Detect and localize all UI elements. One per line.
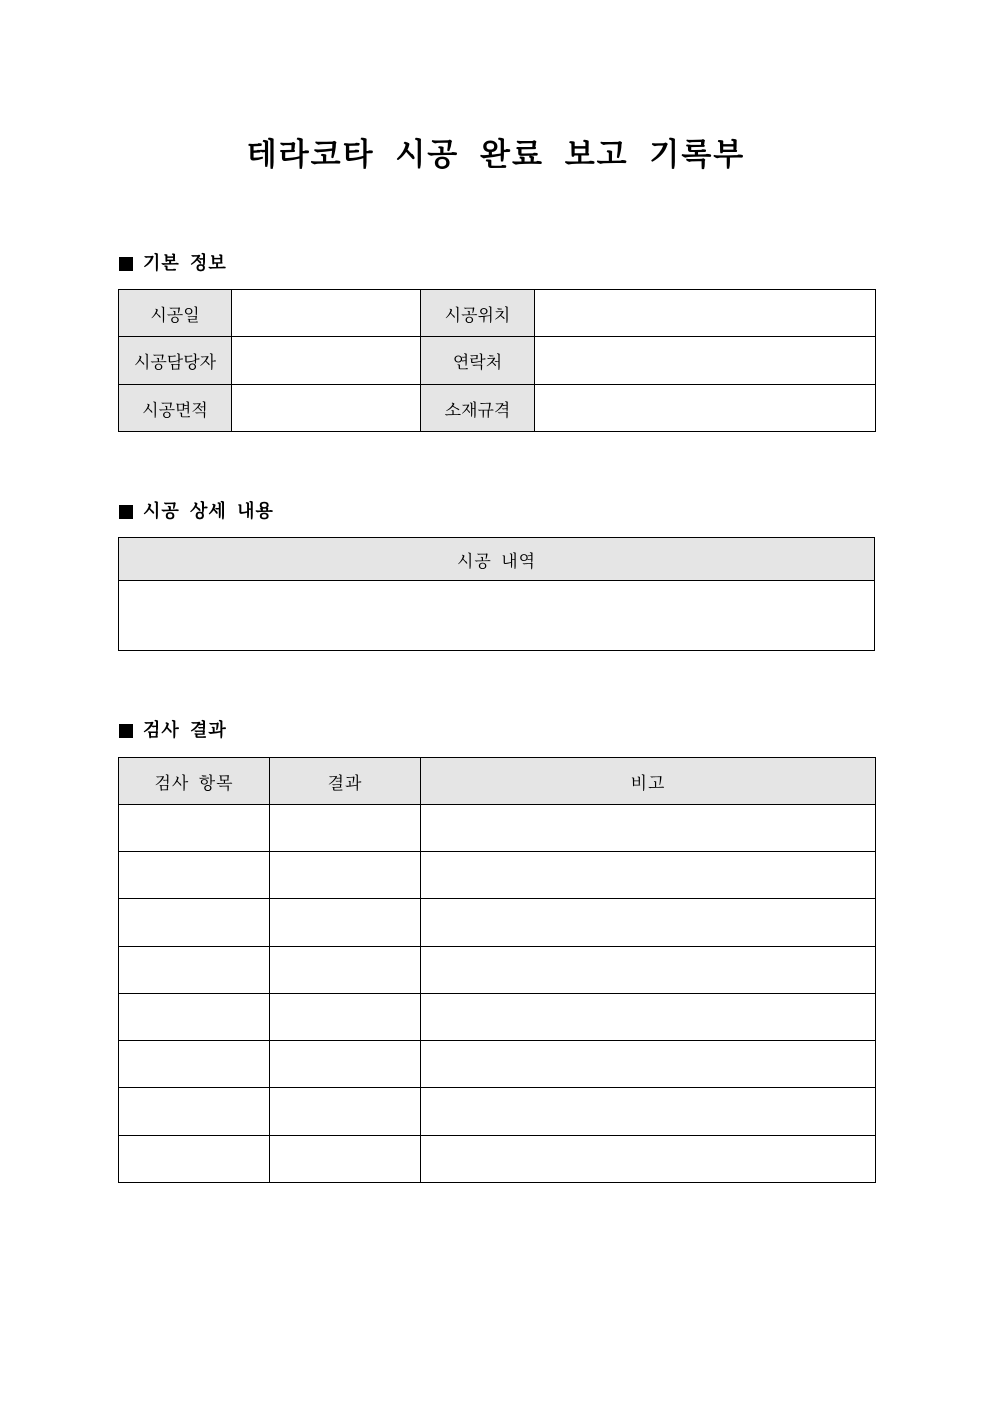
remarks-cell[interactable] bbox=[421, 947, 876, 994]
inspection-item-cell[interactable] bbox=[119, 852, 270, 899]
remarks-cell[interactable] bbox=[421, 899, 876, 947]
result-cell[interactable] bbox=[270, 899, 421, 947]
remarks-cell[interactable] bbox=[421, 1088, 876, 1136]
result-cell[interactable] bbox=[270, 805, 421, 852]
section-heading-basic-info bbox=[119, 251, 227, 277]
column-header-remarks: 비고 bbox=[421, 758, 876, 805]
section-heading-text: 기본 정보 bbox=[143, 253, 227, 274]
result-cell[interactable] bbox=[270, 852, 421, 899]
table-row bbox=[119, 994, 876, 1041]
remarks-cell[interactable] bbox=[421, 1041, 876, 1088]
table-row bbox=[119, 899, 876, 947]
table-row bbox=[119, 337, 876, 385]
remarks-cell[interactable] bbox=[421, 994, 876, 1041]
result-cell[interactable] bbox=[270, 947, 421, 994]
result-cell[interactable] bbox=[270, 1136, 421, 1183]
material-spec-field[interactable] bbox=[535, 385, 876, 432]
section-heading-inspection bbox=[119, 718, 227, 744]
table-row bbox=[119, 1041, 876, 1088]
construction-area-field[interactable] bbox=[232, 385, 421, 432]
inspection-item-cell[interactable] bbox=[119, 1041, 270, 1088]
square-bullet-icon bbox=[119, 505, 133, 519]
label-construction-location: 시공위치 bbox=[421, 290, 535, 337]
label-person-in-charge: 시공담당자 bbox=[119, 337, 232, 385]
label-material-spec: 소재규격 bbox=[421, 385, 535, 432]
basic-info-table bbox=[118, 289, 876, 432]
label-contact: 연락처 bbox=[421, 337, 535, 385]
table-header-row bbox=[119, 538, 875, 581]
label-construction-area: 시공면적 bbox=[119, 385, 232, 432]
inspection-item-cell[interactable] bbox=[119, 1088, 270, 1136]
section-heading-text: 검사 결과 bbox=[143, 720, 227, 741]
inspection-table bbox=[118, 757, 876, 1183]
detail-column-header: 시공 내역 bbox=[119, 538, 875, 581]
detail-table bbox=[118, 537, 875, 651]
table-row bbox=[119, 805, 876, 852]
contact-field[interactable] bbox=[535, 337, 876, 385]
inspection-item-cell[interactable] bbox=[119, 994, 270, 1041]
label-construction-date: 시공일 bbox=[119, 290, 232, 337]
table-row bbox=[119, 1088, 876, 1136]
section-heading-text: 시공 상세 내용 bbox=[143, 501, 274, 522]
detail-content-field[interactable] bbox=[119, 581, 875, 651]
person-in-charge-field[interactable] bbox=[232, 337, 421, 385]
result-cell[interactable] bbox=[270, 1041, 421, 1088]
table-row bbox=[119, 1136, 876, 1183]
table-row bbox=[119, 947, 876, 994]
inspection-item-cell[interactable] bbox=[119, 1136, 270, 1183]
table-header-row bbox=[119, 758, 876, 805]
remarks-cell[interactable] bbox=[421, 1136, 876, 1183]
document-title: 테라코타 시공 완료 보고 기록부 bbox=[246, 137, 746, 173]
remarks-cell[interactable] bbox=[421, 805, 876, 852]
construction-date-field[interactable] bbox=[232, 290, 421, 337]
table-row bbox=[119, 290, 876, 337]
square-bullet-icon bbox=[119, 257, 133, 271]
table-row bbox=[119, 852, 876, 899]
section-heading-detail bbox=[119, 499, 274, 525]
result-cell[interactable] bbox=[270, 994, 421, 1041]
construction-location-field[interactable] bbox=[535, 290, 876, 337]
remarks-cell[interactable] bbox=[421, 852, 876, 899]
result-cell[interactable] bbox=[270, 1088, 421, 1136]
table-row bbox=[119, 385, 876, 432]
column-header-inspection-item: 검사 항목 bbox=[119, 758, 270, 805]
inspection-item-cell[interactable] bbox=[119, 947, 270, 994]
inspection-item-cell[interactable] bbox=[119, 805, 270, 852]
inspection-item-cell[interactable] bbox=[119, 899, 270, 947]
square-bullet-icon bbox=[119, 724, 133, 738]
table-row bbox=[119, 581, 875, 651]
column-header-result: 결과 bbox=[270, 758, 421, 805]
